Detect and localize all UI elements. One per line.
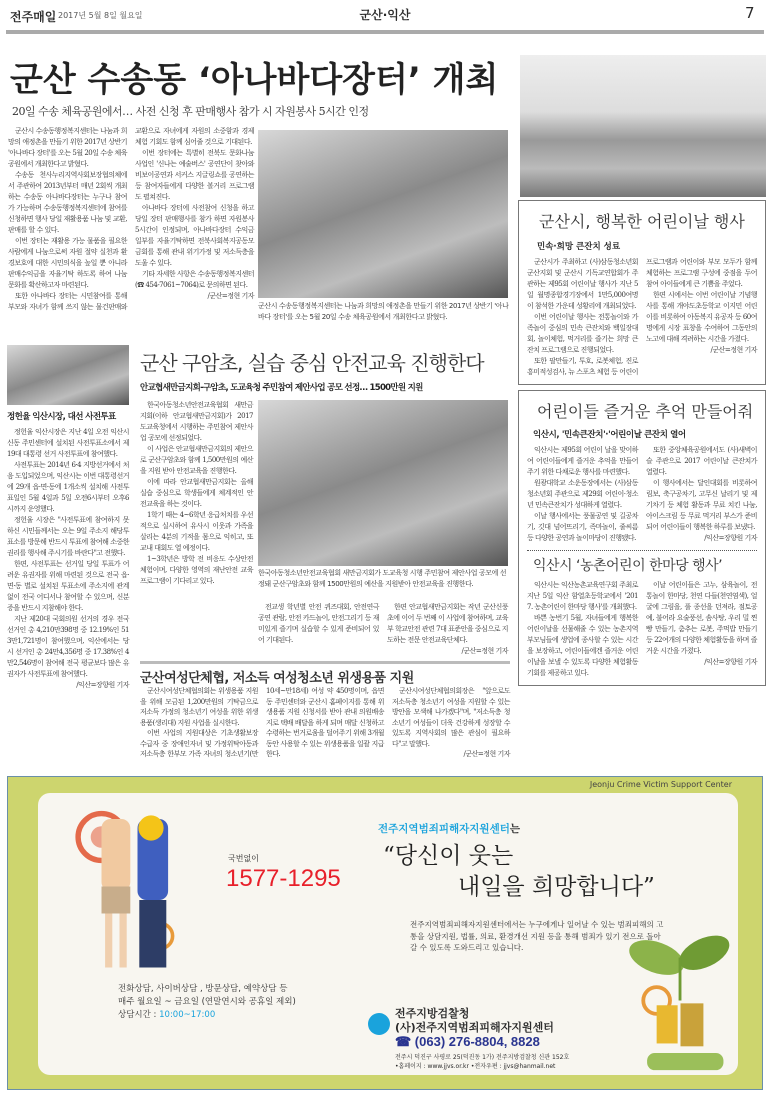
article-right2-subhead: 익산시, '민속큰잔치'·'어린이날 큰잔치 열어 xyxy=(533,430,686,440)
paragraph: 이날 행사에서는 풍물공연 및 길공차기, 깃대 넘어뜨리기, 족마놀이, 줄씨름 등 다양한 공연과 놀이마당이 진행됐다. xyxy=(527,512,638,542)
paragraph-list xyxy=(8,126,254,313)
paragraph: 군산시여성단체협의회는 위생용품 지원을 위해 모금된 1,200만원의 기탁금으로 저소득 가정의 청소년기 여성을 위한 위생용품(생리대) 지원 사업을 실시한다. xyxy=(140,687,258,727)
paragraph: 한편, 사전투표는 선거일 당일 투표가 어려운 유권자를 위해 마련된 것으로 전국 읍·면·동 별로 설치된 투표소에 주소지에 관계없이 전국 어디서나 참여할 수 있으며, 신분증을 반드시 지참해야 한다. xyxy=(7,560,129,612)
article1-headline: 군산 수송동 ‘아나바다장터’ 개최 xyxy=(10,60,499,100)
article-right3-headline: 익산시 ‘농촌어린이 한마당 행사’ xyxy=(533,558,723,574)
article-right3-body xyxy=(527,580,757,679)
slogan-line1: “당신이 웃는 xyxy=(383,843,514,869)
article1-subhead: 20일 수송 체육공원에서… 사전 신청 후 판매행사 참가 시 자원봉사 5시간 인정 xyxy=(12,105,369,118)
dove-logo-icon xyxy=(368,1013,390,1035)
paragraph: 이번 사업의 지원대상은 기초생활보장 수급자 중 장애인자녀 및 가정위탁아동과 저소득층 한부모 가족 자녀의 청소년기(만10세~만18세) 여성 약 450명이며, 읍면동 주민센터와 군산시 홈페이지를 통해 위생용품 지원 신청서를 받아 관내 의원배송지로 택배 배달을 하게 되며 매달 신청하고 수령하는 번거로움을 덜어주기 위해 3개월동안 사용할 수 있는 위생용품을 일괄 지급한다. xyxy=(140,687,384,758)
ad-panel xyxy=(38,793,738,1075)
paragraph: 1학기 때는 4~6학년 응급처치를 우선적으로 실시하여 유사시 이웃과 가족을 살리는 4분의 기적을 몸으로 익히고, 또 교내 대회도 열 예정이다. xyxy=(140,511,253,552)
paragraph: 한편 시에서는 이번 어린이날 기념행사를 통해 개야도초등학교 이지민 어린이를 비롯하여 아동복지 유공자 등 60여명에게 시장 표창을 수여하여 그동안의 노고에 대해 격려하는 시간을 가졌다. xyxy=(646,291,757,343)
paragraph: 정헌율 익산시장은 지난 4일 오전 익산시 신동 주민센터에 설치된 사전투표소에서 제19대 대통령 선거 사전투표에 참여했다. xyxy=(7,428,129,458)
article-right2-box xyxy=(518,390,766,686)
children-day-photo xyxy=(520,55,766,197)
paragraph: 아나바다 장터에 사전참여 신청을 하고 당일 장터 판매행사를 참가 하면 자원봉사 5시간이 인정되며, 아나바다장터 수익금 일부를 자율기탁하면 전북사회복지공동모금회를 통해 관내 위기가정 및 저소득층을 도울 수 있다. xyxy=(135,204,254,267)
byline: /군산=정현 기자 xyxy=(710,346,757,354)
intro-highlight: 전주지역범죄피해자지원센터 xyxy=(378,823,510,835)
page-number: 7 xyxy=(745,4,755,22)
intro-suffix: 는 xyxy=(509,823,521,835)
paragraph-list xyxy=(7,427,129,680)
article3-headline: 군산여성단체협, 저소득 여성청소년 위생용품 지원 xyxy=(140,671,414,686)
center-address: 전주시 덕진구 사평로 25(덕진동 1가) 전주지방검찰청 신관 152호 xyxy=(395,1054,570,1061)
paragraph: 전교생 학년별 안전 퀴즈대회, 안전연극공연 관람, 안전 카드놀이, 안전그리기 등 재미있게 즐기며 실습할 수 있게 준비되어 있어 기대된다. xyxy=(258,603,379,644)
paragraph: 이번 장터에는 특별히 전북도 문화나눔사업인 '신나는 예술버스' 공연단이 찾아와 비보이공연과 서커스 지글링쇼를 공연하는 등 참여자들에게 다양한 볼거리 프로그램도 펼쳐진다. xyxy=(135,149,254,201)
article-right2-body xyxy=(527,445,757,544)
article-right2-headline: 어린이들 즐거운 추억 만들어줘 xyxy=(537,402,754,421)
paragraph: 군산시 수송동행정복지센터는 나눔과 희망의 애정촌을 만들기 위한 2017년 상반기 '아나바다 장터'를 오는 5월 20일 수송 체육공원에서 개최한다고 밝혔다. xyxy=(8,127,127,168)
ad-description: 전주지역범죄피해자지원센터에서는 누구에게나 일어날 수 있는 범죄피해의 고통을 상담지원, 법률, 의료, 환경개선 지원 등을 통해 범죄가 있기 전으로 돌아갈 수 있도록 도와드리고 있습니다. xyxy=(410,920,664,952)
article1-body xyxy=(8,126,254,313)
org-prosecutors: 전주지방검찰청 xyxy=(395,1007,470,1020)
byline: /익산=장향원 기자 xyxy=(704,534,757,542)
hours: 10:00~17:00 xyxy=(159,1010,216,1020)
hotline-label: 국번없이 xyxy=(228,854,259,863)
article-right1-body xyxy=(527,257,757,378)
hours-label: 상담시간 : xyxy=(118,1010,160,1020)
org-center: (사)전주지역범죄피해자지원센터 xyxy=(395,1021,554,1034)
article-left-body xyxy=(7,427,129,691)
article-right1-subhead: 민속·희망 큰잔치 성료 xyxy=(537,242,621,252)
paragraph-list xyxy=(140,400,253,587)
services: 전화상담, 사이버상담 , 방문상담, 예약상담 등 xyxy=(118,984,288,994)
byline: /익산=장향원 기자 xyxy=(76,681,129,689)
mayor-voting-photo xyxy=(7,345,129,405)
masthead: 전주매일 xyxy=(10,10,57,24)
article-left-headline: 정헌율 익산시장, 대선 사전투표 xyxy=(7,412,116,422)
service-info xyxy=(118,983,296,1022)
article3-body xyxy=(140,686,510,760)
article2-caption: 한국아동청소년안전교육협회 새만금지회가 도교육청 시행 주민참여 제안사업 공모에 선정돼 군산구암초와 함께 1500만원의 예산을 지원받아 안전교육을 진행한다. xyxy=(258,569,507,588)
header-divider xyxy=(6,30,764,34)
paragraph: 군산시여성단체협의회장은 "앞으로도 저소득층 청소년기 여성을 지원할 수 있는 방안을 모색해 나가겠다"며, "저소득층 청소년기 여성들이 더욱 건강하게 성장할 수 있도록 지역사회의 많은 관심이 필요하다"고 말했다. xyxy=(392,687,510,748)
paragraph: 1~3학년은 방학 전 비응도 수상안전 체험이며, 다양한 영역의 재난안전 교육 프로그램이 기다리고 있다. xyxy=(140,555,253,585)
paragraph-list xyxy=(527,257,757,378)
paragraph: 또한 팔만들기, 투호, 로봇체험, 진로 흥미적성검사, 뉴 스포츠 체험 등 어린이 프로그램과 어린이와 부모 모두가 함께 체험하는 프로그램 구성에 중점을 두어 참여 아이들에게 큰 기쁨을 주었다. xyxy=(527,258,757,376)
section-name: 군산·익산 xyxy=(359,8,411,22)
paragraph: 기타 자세한 사항은 수송동행정복지센터(☎ 454-7061~7064)로 문의하면 된다. xyxy=(135,270,254,289)
issue-date: 2017년 5월 8일 월요일 xyxy=(58,11,143,20)
paragraph: 이번 장터는 재활용 가능 물품을 필요한 사람에게 나눔으로써 자원 절약 실천과 환경보호에 대한 시민의식을 높일 뿐 아니라 판매수익금을 자율기탁 하도록 하여 나눔 문화를 확산하고자 마련된다. xyxy=(8,237,127,289)
hours-days: 매주 월요일 ~ 금요일 (연말연시와 공휴일 제외) xyxy=(118,997,296,1007)
paragraph: 익산시는 제95회 어린이 날을 맞이하여 어린이들에게 즐거운 추억을 만들어 주기 위한 다채로운 행사를 마련했다. xyxy=(527,446,638,476)
sprout-illustration xyxy=(628,928,733,1073)
byline: /익산=장향원 기자 xyxy=(704,658,757,666)
paragraph: 한국아동청소년안전교육협회 새만금지회(이하 안교협새만금지회)가 2017 도교육청에서 시행하는 주민참여 제안사업 공모에 선정되었다. xyxy=(140,401,253,442)
right-column xyxy=(518,200,766,686)
paragraph: 사전투표는 2014년 6·4 지방선거에서 처음 도입되었으며, 익산시는 이번 대통령선거에 29개 읍·면·동에 1개소씩 설치해 사전투표일인 5월 4일과 5일 오전6시부터 오후6시까지 운영했다. xyxy=(7,461,129,513)
article2-subhead: 안교협새만금지회-구암초, 도교육청 주민참여 제안사업 공모 선정… 1500만원 지원 xyxy=(140,383,423,393)
article-right1-box xyxy=(518,200,766,385)
article2-headline: 군산 구암초, 실습 중심 안전교육 진행한다 xyxy=(140,351,484,375)
paragraph: 이에 따라 안교협새만금지회는 올해 실습 중심으로 학생들에게 체계적인 안전교육을 하는 것이다. xyxy=(140,478,253,508)
paragraph: 이날 어린이들은 고누, 삼육놀이, 전통놀이 한마당, 천연 다들(천연염색), 얼굴에 그림을, 풀 종선을 던져라, 점토공예, 불어라 요술풍선, 솜사탕, 우리 밀 찐빵 만들기, 춤추는 로봇, 주먹밥 만들기 등 22여개의 다양한 체험활동을 하며 즐거운 시간을 가졌다. xyxy=(646,581,757,655)
article-right1-headline: 군산시, 행복한 어린이날 행사 xyxy=(539,212,745,231)
paragraph-list xyxy=(527,445,757,544)
paragraph: 수송동 천사누리지역사회보장협의체에서 주관하여 2013년부터 매년 2회씩 개최하는 수송동 아나바다장터는 누구나 참여가 가능하며 수송동행정복지센터에 참여를 신청하면 행사 당일 재활용품 나눔 및 교환, 판매를 할 수 있다. xyxy=(8,171,127,234)
hotline-number[interactable]: 1577-1295 xyxy=(226,865,341,892)
article2-body-col1 xyxy=(140,400,253,587)
paragraph: 한편 안교협새만금지회는 작년 군산신풍초에 이어 두 번째 이 사업에 참여하며, 교육부 학교안전 관련 7대 표준안을 중심으로 지도하는 전문 안전교육단체다. xyxy=(387,603,508,644)
paragraph: 또한 아나바다 장터는 시민참여를 통해 부모와 자녀가 함께 쓰지 않는 물건판매와 교환으로 자녀에게 자원의 소중함과 경제체험 기회도 함께 심어줄 것으로 기대된다. xyxy=(8,127,254,311)
paragraph: 또한 중앙체육공원에서도 (사)새벽이슬 주관으로 2017 어린이날 큰잔치가 열렸다. xyxy=(646,446,757,476)
article2-photo xyxy=(258,400,508,566)
paragraph: 군산시가 주최하고 (사)삼동청소년회 군산지회 및 군산시 기독교연합회가 주관하는 제95회 어린이날 행사가 지난 5일 월명종합경기장에서 1만5,000여명이 참석한 가운데 성황리에 개최되었다. xyxy=(527,258,638,310)
divider xyxy=(527,550,757,551)
paragraph: 이 사업은 안교협새만금지회의 제안으로 군산구암초와 함께 1,500만원의 예산을 지원 받아 안전교육을 진행한다. xyxy=(140,445,253,475)
crime-victim-center-ad xyxy=(7,776,763,1090)
paragraph: 익산시는 익산농촌교육연구회 주최로 지난 5일 익산 함열초등학교에서 '2017. 농촌어린이 한마당 행사'를 개최했다. xyxy=(527,581,638,611)
section-divider xyxy=(140,661,510,664)
byline: /군산=정현 기자 xyxy=(463,750,510,758)
center-phone[interactable]: ☎ (063) 276-8804, 8828 xyxy=(395,1034,540,1049)
center-contact: •홈페이지 : www.jjvs.or.kr •전자우편 : jjvs@hanmail.net xyxy=(395,1063,556,1070)
paragraph: 이번 어린이날 행사는 전통놀이와 가족놀이 중심의 민속 큰잔치와 백일장대회, 놀이체험, 먹거리를 즐기는 희망 큰잔치 프로그램으로 진행되었다. xyxy=(527,313,638,354)
slogan-line2: 내일을 희망합니다” xyxy=(458,874,655,900)
paragraph: 지난 제20대 국회의원 선거의 경우 전국 선거인 총 4,210만398명 중 12.19%인 513만1,721명이 참여했으며, 익산에서는 당시 선거인 총 24만4,356명 중 17.38%인 4만2,546명이 참여해 전국 평균보다 많은 유권자가 사전투표에 참여했다. xyxy=(7,615,129,678)
byline: /군산=정현 기자 xyxy=(461,647,508,655)
paragraph: 바쁜 농번기 5월, 자녀들에게 행복한 어린이날을 선물해줄 수 있는 농촌지역 부모님들에 생업에 종사할 수 있는 시간을 보장하고, 어린이들에겐 즐거운 어린이날을 보낼 수 있도록 다양한 체험활동 기회를 제공하고 있다. xyxy=(527,614,638,677)
byline: /군산=정현 기자 xyxy=(207,292,254,300)
article2-body-cols xyxy=(258,602,508,657)
children-illustration xyxy=(68,801,198,981)
article1-photo xyxy=(258,130,508,298)
paragraph: 원광대학교 소운동장에서는 (사)삼동청소년회 주관으로 제29회 어린이·청소년 민속큰잔치가 성대하게 열렸다. xyxy=(527,479,638,509)
article-left xyxy=(7,410,129,691)
paragraph: 이 행사에서는 달인대회를 비롯하여 림보, 축구공차기, 고무신 날리기 및 제기차기 등 체험 활동과 무료 치킨 나눔, 아이스크림 등 무료 먹거리 부스가 준비되어 어린이들이 행복한 하루를 보냈다. xyxy=(646,479,757,531)
article1-caption: 군산시 수송동행정복지센터는 나눔과 희망의 애정촌을 만들기 위한 2017년 상반기 '아나바다 장터'를 오는 5월 20일 수송 체육공원에서 개최한다고 밝혔다. xyxy=(258,302,509,321)
paragraph: 정헌율 시장은 "사전투표에 참여하지 못하신 시민들께서는 오는 9일 주소지 해당투표소를 방문해 반드시 투표에 참여해 소중한 권리를 행사해 주시기를 바란다"고 전했다. xyxy=(7,516,129,557)
ad-english-title: Jeonju Crime Victim Support Center xyxy=(589,780,732,789)
